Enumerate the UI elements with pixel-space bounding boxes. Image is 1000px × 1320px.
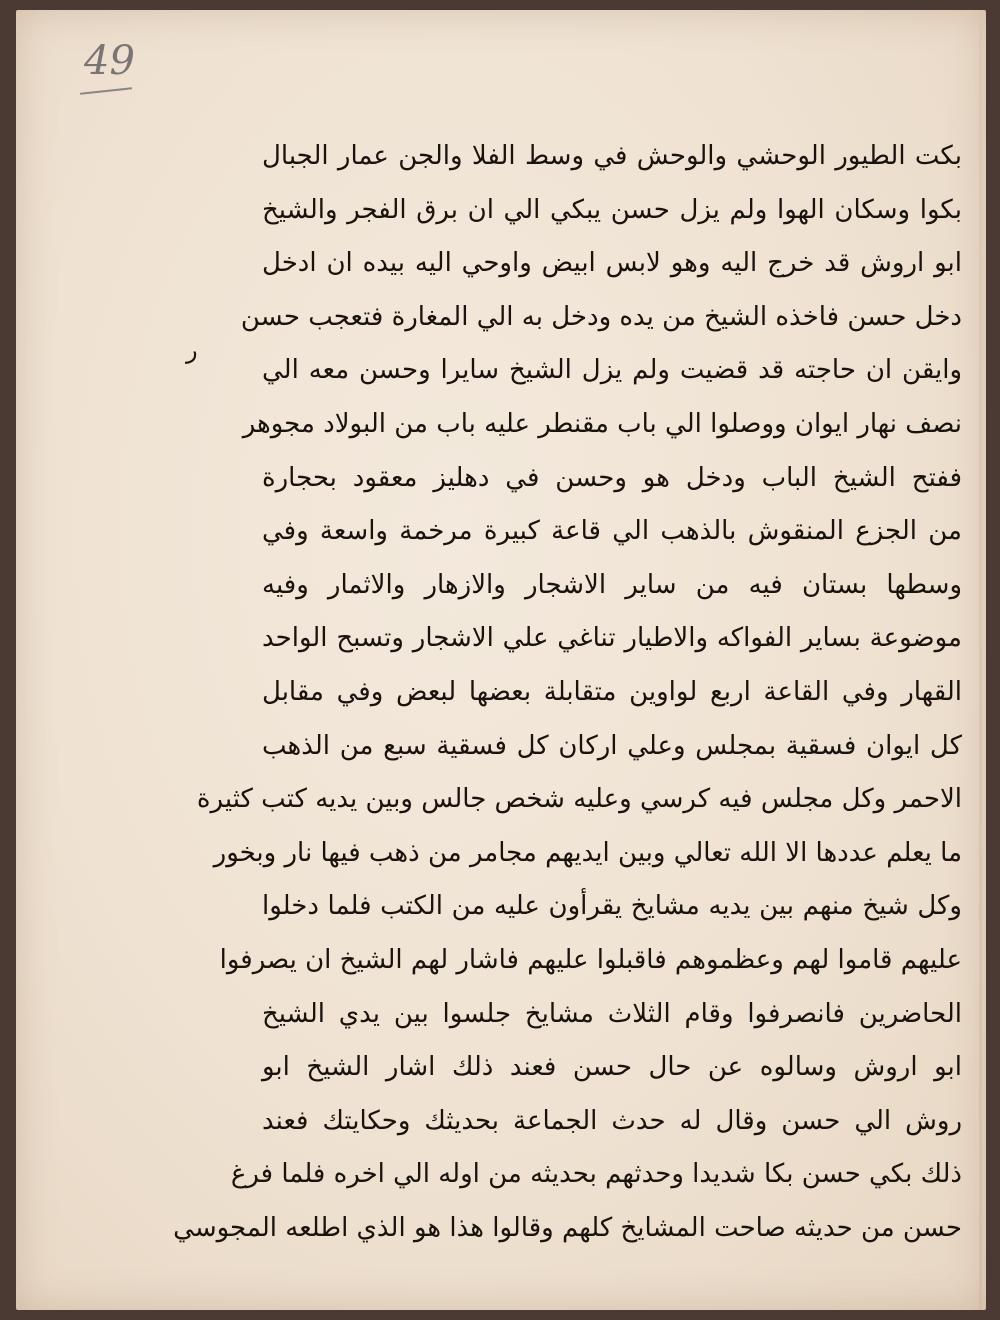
manuscript-page: [16, 10, 986, 1310]
text-line: الاحمر وكل مجلس فيه كرسي وعليه شخص جالس وبين يديه كتب كثيرة: [196, 784, 962, 815]
page-edge-shadow: [979, 10, 982, 1310]
text-line: وسطها بستان فيه من ساير الاشجار والازهار والاثمار وفيه: [262, 569, 962, 600]
text-line: دخل حسن فاخذه الشيخ من يده ودخل به الي المغارة فتعجب حسن: [240, 301, 962, 332]
text-line: حسن من حديثه صاحت المشايخ كلهم وقالوا هذا هو الذي اطلعه المجوسي: [173, 1212, 962, 1243]
manuscript-text-block: [173, 130, 962, 1255]
text-line: موضوعة بساير الفواكه والاطيار تناغي علي الاشجار وتسبح الواحد: [262, 623, 962, 654]
margin-mark: ر: [186, 336, 198, 364]
text-line: وايقن ان حاجته قد قضيت ولم يزل الشيخ سايرا وحسن معه الي: [262, 355, 962, 386]
folio-number: 49: [84, 38, 135, 84]
folio-underline: [80, 87, 132, 94]
text-line: وكل شيخ منهم بين يديه مشايخ يقرأون عليه من الكتب فلما دخلوا: [262, 891, 962, 922]
text-line: بكت الطيور الوحشي والوحش في وسط الفلا والجن عمار الجبال: [262, 141, 962, 171]
text-line: ذلك بكي حسن بكا شديدا وحدثهم بحديثه من اوله الي اخره فلما فرغ: [230, 1159, 962, 1190]
text-line: ما يعلم عددها الا الله تعالي وبين ايديهم مجامر من ذهب فيها نار وبخور: [213, 837, 962, 868]
text-line: ابو اروش قد خرج اليه وهو لابس ابيض واوحي اليه بيده ان ادخل: [262, 248, 962, 279]
text-line: نصف نهار ايوان ووصلوا الي باب مقنطر عليه باب من البولاد مجوهر: [242, 408, 962, 439]
text-line: ففتح الشيخ الباب ودخل هو وحسن في دهليز معقود بحجارة: [262, 462, 962, 493]
text-line: كل ايوان فسقية بمجلس وعلي اركان كل فسقية سبع من الذهب: [262, 730, 962, 761]
text-line: بكوا وسكان الهوا ولم يزل حسن يبكي الي ان برق الفجر والشيخ: [262, 194, 962, 225]
text-line: ابو اروش وسالوه عن حال حسن فعند ذلك اشار الشيخ ابو: [262, 1052, 962, 1083]
text-line: القهار وفي القاعة اربع لواوين متقابلة بعضها لبعض وفي مقابل: [262, 676, 962, 707]
text-line: عليهم قاموا لهم وعظموهم فاقبلوا عليهم فاشار لهم الشيخ ان يصرفوا: [219, 944, 962, 975]
text-line: روش الي حسن وقال له حدث الجماعة بحديثك وحكايتك فعند: [262, 1105, 962, 1136]
text-line: من الجزع المنقوش بالذهب الي قاعة كبيرة مرخمة واسعة وفي: [262, 516, 962, 547]
text-line: الحاضرين فانصرفوا وقام الثلاث مشايخ جلسوا بين يدي الشيخ: [262, 998, 962, 1029]
